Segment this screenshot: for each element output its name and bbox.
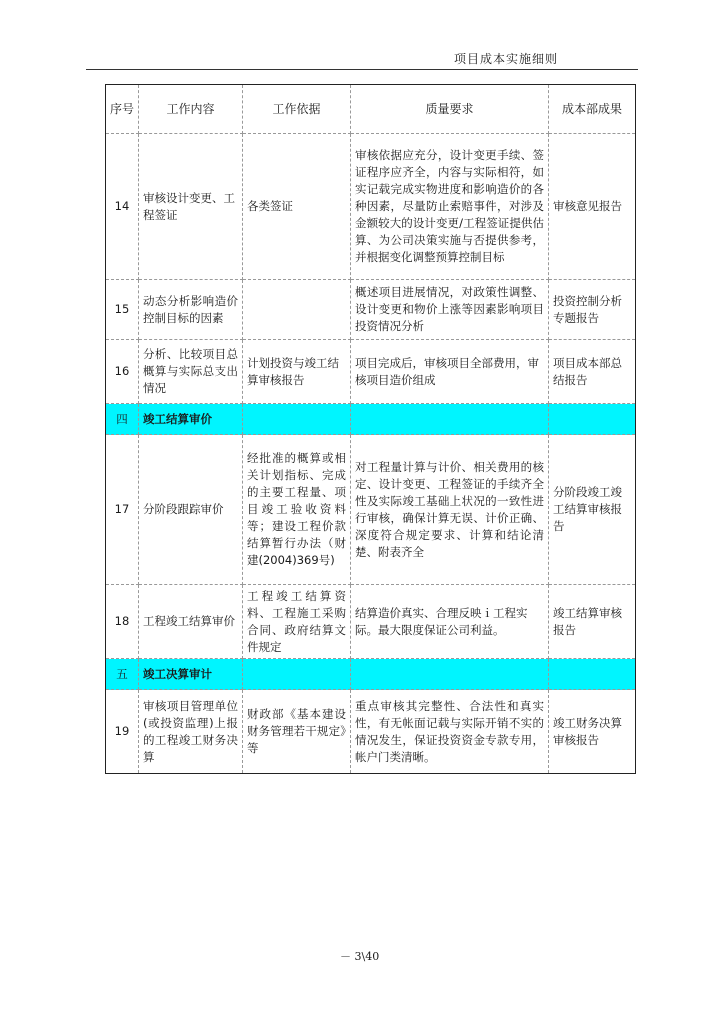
- row-quality: 概述项目进展情况，对政策性调整、设计变更和物价上涨等因素影响项目投资情况分析: [351, 280, 549, 340]
- page-number: － 3\40: [340, 950, 380, 963]
- row-basis: 财政部《基本建设财务管理若干规定》等: [243, 690, 351, 774]
- row-quality: 审核依据应充分，设计变更手续、签证程序应齐全，内容与实际相符，如实记载完成实物进度和影响造价的各种因素，尽量防止索赔事件，对涉及金额较大的设计变更/工程签证提供估算、为公司决策实施与否提供参考，并根据变化调整预算控制目标: [351, 134, 549, 280]
- row-content: 分析、比较项目总概算与实际总支出情况: [139, 340, 243, 404]
- header-rule: [86, 69, 638, 70]
- table-header-row: [106, 85, 636, 134]
- table-row: [106, 280, 636, 340]
- row-basis: 各类签证: [243, 134, 351, 280]
- section-empty-cell: [243, 404, 351, 435]
- row-result: 项目成本部总结报告: [549, 340, 636, 404]
- cost-table: [105, 84, 636, 774]
- row-num: 17: [106, 435, 139, 585]
- section-num: 五: [106, 659, 139, 690]
- header-title: 项目成本实施细则: [453, 52, 558, 66]
- section-name: 竣工结算审价: [139, 404, 243, 435]
- header-cell-basis: 工作依据: [243, 85, 351, 134]
- row-num: 16: [106, 340, 139, 404]
- row-result: 投资控制分析专题报告: [549, 280, 636, 340]
- row-basis: 计划投资与竣工结算审核报告: [243, 340, 351, 404]
- header-cell-content: 工作内容: [139, 85, 243, 134]
- row-quality: 结算造价真实、合理反映ｉ工程实际。最大限度保证公司利益。: [351, 585, 549, 659]
- row-content: 动态分析影响造价控制目标的因素: [139, 280, 243, 340]
- section-empty-cell: [549, 404, 636, 435]
- header-cell-num: 序号: [106, 85, 139, 134]
- row-basis: 经批准的概算或相关计划指标、完成的主要工程量、项目竣工验收资料等；建设工程价款结算暂行办法（财建(2004)369号): [243, 435, 351, 585]
- section-empty-cell: [549, 659, 636, 690]
- section-name: 竣工决算审计: [139, 659, 243, 690]
- table-row: [106, 690, 636, 774]
- row-quality: 项目完成后，审核项目全部费用，审核项目造价组成: [351, 340, 549, 404]
- section-num: 四: [106, 404, 139, 435]
- table-row: [106, 134, 636, 280]
- row-quality: 重点审核其完整性、合法性和真实性，有无帐面记载与实际开销不实的情况发生，保证投资资金专款专用，帐户门类清晰。: [351, 690, 549, 774]
- section-empty-cell: [351, 404, 549, 435]
- header-cell-result: 成本部成果: [549, 85, 636, 134]
- row-result: 竣工财务决算审核报告: [549, 690, 636, 774]
- section-empty-cell: [351, 659, 549, 690]
- row-content: 工程竣工结算审价: [139, 585, 243, 659]
- row-num: 15: [106, 280, 139, 340]
- row-num: 19: [106, 690, 139, 774]
- row-content: 审核设计变更、工程签证: [139, 134, 243, 280]
- table-row: [106, 585, 636, 659]
- header-cell-quality: 质量要求: [351, 85, 549, 134]
- table-row: [106, 435, 636, 585]
- section-row: [106, 659, 636, 690]
- section-empty-cell: [243, 659, 351, 690]
- section-row: [106, 404, 636, 435]
- row-result: 审核意见报告: [549, 134, 636, 280]
- row-content: 分阶段跟踪审价: [139, 435, 243, 585]
- row-basis: [243, 280, 351, 340]
- row-content: 审核项目管理单位(或投资监理)上报的工程竣工财务决算: [139, 690, 243, 774]
- row-basis: 工程竣工结算资料、工程施工采购合同、政府结算文件规定: [243, 585, 351, 659]
- row-result: 竣工结算审核报告: [549, 585, 636, 659]
- table-row: [106, 340, 636, 404]
- row-quality: 对工程量计算与计价、相关费用的核定、设计变更、工程签证的手续齐全性及实际竣工基础上状况的一致性进行审核，确保计算无误、计价正确、深度符合规定要求、计算和结论清楚、附表齐全: [351, 435, 549, 585]
- row-result: 分阶段竣工竣工结算审核报告: [549, 435, 636, 585]
- row-num: 18: [106, 585, 139, 659]
- row-num: 14: [106, 134, 139, 280]
